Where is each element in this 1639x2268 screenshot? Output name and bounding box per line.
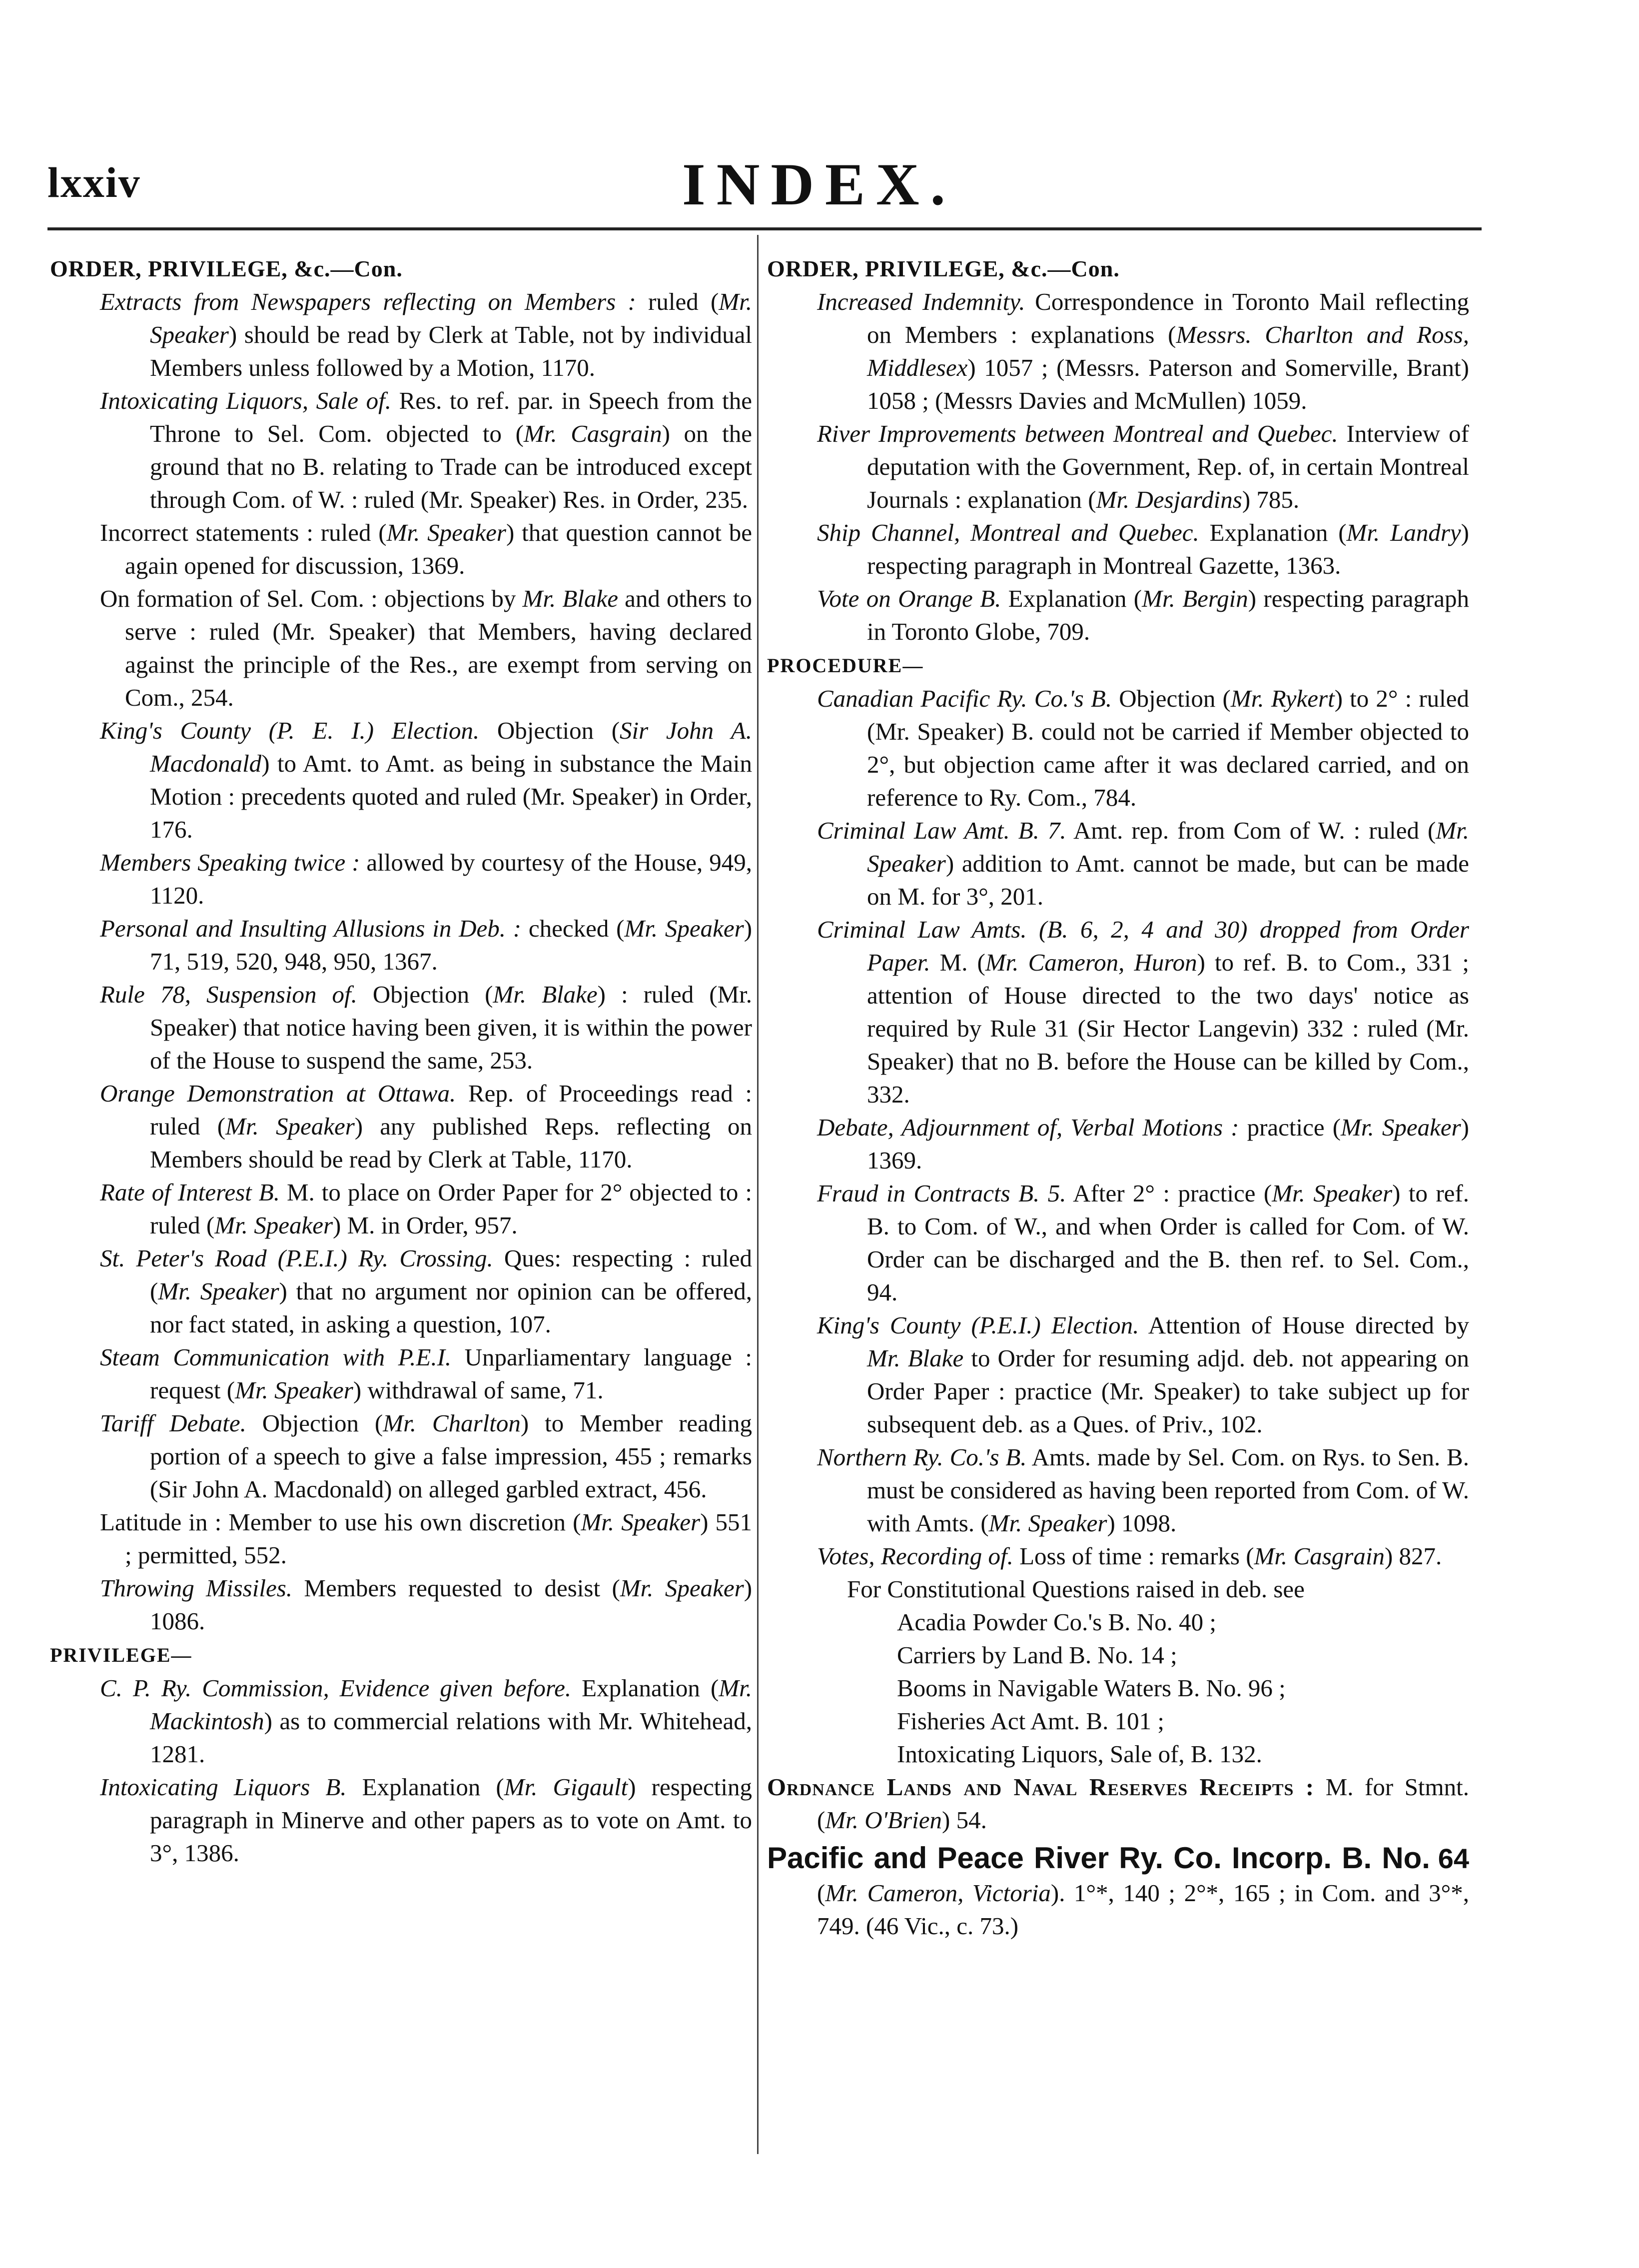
index-entry [100, 1341, 752, 1407]
index-entry [100, 978, 752, 1077]
index-entry [817, 1177, 1469, 1309]
pacific-entry [767, 1842, 1469, 1943]
entry-text: ) 827. [1384, 1542, 1442, 1570]
index-entry [75, 582, 752, 714]
entry-title: St. Peter's Road (P.E.I.) Ry. Crossing. [100, 1244, 493, 1272]
entry-speaker: Mr. Speaker [581, 1508, 701, 1536]
entry-title: Rate of Interest B. [100, 1178, 280, 1206]
entry-speaker: Mr. Speaker [386, 519, 506, 546]
entry-text: ) withdrawal of same, 71. [353, 1376, 604, 1404]
left-entries [50, 285, 752, 1638]
entry-text: ) respecting paragraph in Montreal Gazette, 1363. [867, 519, 1469, 579]
entry-text: Members requested to desist ( [292, 1574, 620, 1602]
entry-text: Objection ( [479, 717, 620, 744]
procedure-heading: PROCEDURE— [767, 654, 924, 677]
index-entry [100, 1242, 752, 1341]
index-entry [100, 285, 752, 384]
entry-speaker: Messrs. Charlton and Ross, Middlesex [867, 321, 1469, 381]
entry-text: ) 785. [1242, 486, 1300, 513]
entry-title: Criminal Law Amt. B. 7. [817, 817, 1066, 844]
entry-speaker: Mr. Blake [493, 981, 598, 1008]
entry-text: ) any published Reps. reflecting on Members should be read by Clerk at Table, 1170. [150, 1113, 752, 1173]
ordnance-entry [767, 1771, 1469, 1837]
entry-title: Ship Channel, Montreal and Quebec. [817, 519, 1199, 546]
entry-text: Objection ( [1112, 685, 1231, 712]
entry-title: Debate, Adjournment of, Verbal Motions : [817, 1114, 1239, 1141]
entry-title: Tariff Debate. [100, 1409, 246, 1437]
entry-text: ) M. in Order, 957. [333, 1211, 518, 1239]
section-heading: ORDER, PRIVILEGE, &c.—Con. [50, 256, 403, 281]
entry-text: ). 1°*, 140 ; 2°*, 165 ; in Com. and 3°*, 749. (46 Vic., c. 73.) [817, 1879, 1469, 1940]
entry-title: Orange Demonstration at Ottawa. [100, 1080, 456, 1107]
entry-speaker: Mr. Blake [522, 585, 618, 612]
entry-title: Pacific and Peace River Ry. Co. Incorp. B. No. [767, 1841, 1430, 1875]
entry-text: Ques: respecting : ruled ( [150, 1244, 752, 1305]
entry-text: Amt. rep. from Com of W. : ruled ( [1066, 817, 1436, 844]
entry-title: King's County (P. E. I.) Election. [100, 717, 480, 744]
entry-text: ruled ( [636, 288, 719, 315]
entry-text: ) should be read by Clerk at Table, not by individual Members unless followed by a Motion, 1170. [150, 321, 752, 381]
entry-text: Interview of deputation with the Government, Rep. of, in certain Montreal Journals : explanation ( [867, 420, 1469, 513]
index-entry [100, 1077, 752, 1176]
entry-text: Objection ( [357, 981, 493, 1008]
entry-text: Explanation ( [346, 1773, 504, 1801]
index-entry [817, 814, 1469, 913]
constitutional-item: Booms in Navigable Waters B. No. 96 ; [897, 1674, 1286, 1702]
privilege-heading: PRIVILEGE— [50, 1644, 192, 1666]
index-entry [100, 1672, 752, 1771]
constitutional-item: Acadia Powder Co.'s B. No. 40 ; [897, 1608, 1216, 1636]
entry-title: King's County (P.E.I.) Election. [817, 1311, 1139, 1339]
entry-text: ) 1057 ; (Messrs. Paterson and Somerville, Brant) 1058 ; (Messrs Davies and McMullen) 1059. [867, 354, 1469, 414]
entry-text: Res. to ref. par. in Speech from the Throne to Sel. Com. objected to ( [150, 387, 752, 447]
entry-title: Personal and Insulting Allusions in Deb. : [100, 915, 522, 942]
index-entry [817, 285, 1469, 417]
entry-speaker: Mr. Cameron, Huron [985, 949, 1197, 976]
entry-speaker: Mr. Casgrain [523, 420, 662, 447]
entry-text: and others to serve : ruled (Mr. Speaker) that Members, having declared against the principle of the Res., are exempt from serving on Com., 254. [125, 585, 753, 711]
entry-speaker: Mr. Speaker [235, 1376, 353, 1404]
entry-text: checked ( [521, 915, 625, 942]
index-entry [100, 912, 752, 978]
entry-title: Intoxicating Liquors B. [100, 1773, 347, 1801]
right-entries [767, 285, 1469, 648]
entry-text: to Order for resuming adjd. deb. not appearing on Order Paper : practice (Mr. Speaker) to take subject up for subsequent deb. as a Ques. of Priv., 102. [867, 1344, 1469, 1438]
entry-text: Correspondence in Toronto Mail reflecting on Members : explanations ( [867, 288, 1469, 348]
entry-text: ) addition to Amt. cannot be made, but can be made on M. for 3°, 201. [867, 850, 1469, 910]
entry-text: ) that question cannot be again opened for discussion, 1369. [125, 519, 752, 579]
page-title: INDEX. [682, 151, 956, 217]
section-heading: ORDER, PRIVILEGE, &c.—Con. [767, 256, 1120, 281]
entry-text: Unparliamentary language : request ( [150, 1343, 752, 1404]
index-entry [817, 417, 1469, 516]
entry-title: Rule 78, Suspension of. [100, 981, 357, 1008]
index-entry [817, 682, 1469, 814]
entry-speaker: Mr. Speaker [214, 1211, 333, 1239]
entry-text: Amts. made by Sel. Com. on Rys. to Sen. B. must be considered as having been reported from Com. of W. with Amts. ( [867, 1443, 1469, 1537]
entry-speaker: Mr. Charlton [383, 1409, 521, 1437]
index-entry [100, 714, 752, 846]
entry-text: ( [817, 1879, 825, 1907]
index-entry [100, 1176, 752, 1242]
entry-text: Explanation ( [1199, 519, 1347, 546]
index-entry [100, 1407, 752, 1506]
entry-title: Fraud in Contracts B. 5. [817, 1179, 1066, 1207]
entry-text: Rep. of Proceedings read : ruled ( [150, 1080, 752, 1140]
entry-speaker: Mr. Speaker [150, 288, 752, 348]
entry-text: Latitude in : Member to use his own discretion ( [100, 1508, 581, 1536]
entry-text: M. for Stmnt. ( [817, 1773, 1469, 1834]
entry-title: Intoxicating Liquors, Sale of. [100, 387, 391, 414]
column-divider [757, 235, 759, 2154]
entry-text: ) 71, 519, 520, 948, 950, 1367. [150, 915, 753, 975]
entry-title: Canadian Pacific Ry. Co.'s B. [817, 685, 1112, 712]
entry-text: Explanation ( [1001, 585, 1142, 612]
index-entry [75, 516, 752, 582]
entry-speaker: Mr. Speaker [1341, 1114, 1461, 1141]
entry-speaker: Sir John A. Macdonald [150, 717, 752, 777]
entry-speaker: Mr. Speaker [867, 817, 1469, 877]
entry-title: Ordnance Lands and Naval Reserves Receipts : [767, 1773, 1315, 1801]
entry-text: ) to 2° : ruled (Mr. Speaker) B. could not be carried if Member objected to 2°, but objection came after it was declared carried, and on reference to Ry. Com., 784. [867, 685, 1470, 811]
entry-text: ) on the ground that no B. relating to Trade can be introduced except through Com. of W. : ruled (Mr. Speaker) Res. in Order, 235. [150, 420, 752, 513]
entry-title: Extracts from Newspapers reflecting on Members : [100, 288, 636, 315]
entry-text: ) that no argument nor opinion can be offered, nor fact stated, in asking a question, 107. [150, 1277, 752, 1338]
constitutional-intro: For Constitutional Questions raised in deb. see [847, 1575, 1305, 1603]
index-entry [817, 1540, 1469, 1573]
constitutional-item: Fisheries Act Amt. B. 101 ; [897, 1707, 1164, 1735]
index-entry [817, 582, 1469, 648]
entry-text: Attention of House directed by [1139, 1311, 1469, 1339]
entry-text: ) to Amt. to Amt. as being in substance the Main Motion : precedents quoted and ruled (Mr. Speaker) in Order, 176. [150, 750, 752, 843]
entry-text: ) 1086. [150, 1574, 753, 1635]
page-number: lxxiv [47, 158, 141, 206]
entry-text: M. to place on Order Paper for 2° objected to : ruled ( [150, 1178, 752, 1239]
procedure-entries [767, 682, 1469, 1573]
entry-text: ) 54. [942, 1806, 987, 1834]
entry-speaker: Mr. Speaker [620, 1574, 744, 1602]
entry-title: Vote on Orange B. [817, 585, 1001, 612]
entry-text: M. ( [930, 949, 985, 976]
entry-title: Members Speaking twice : [100, 849, 360, 876]
header-rule [47, 227, 1482, 230]
index-entry [100, 846, 752, 912]
entry-title: Votes, Recording of. [817, 1542, 1013, 1570]
right-column [767, 252, 1469, 1943]
entry-title: Criminal Law Amts. (B. 6, 2, 4 and 30) dropped from Order Paper. [817, 916, 1469, 976]
entry-speaker: Mr. O'Brien [825, 1806, 942, 1834]
entry-text: Loss of time : remarks ( [1013, 1542, 1254, 1570]
index-entry [100, 1771, 752, 1870]
index-entry [75, 1506, 752, 1572]
index-entry [817, 1309, 1469, 1441]
entry-text: ) 1098. [1107, 1509, 1177, 1537]
entry-text: ) : ruled (Mr. Speaker) that notice having been given, it is within the power of the House to suspend the same, 253. [150, 981, 753, 1074]
entry-title: Steam Communication with P.E.I. [100, 1343, 452, 1371]
index-entry [817, 913, 1469, 1111]
entry-title: Throwing Missiles. [100, 1574, 293, 1602]
entry-text: Explanation ( [571, 1674, 719, 1702]
entry-title: River Improvements between Montreal and Quebec. [817, 420, 1338, 447]
entry-text: ) respecting paragraph in Toronto Globe, 709. [867, 585, 1470, 645]
entry-text: After 2° : practice ( [1066, 1179, 1272, 1207]
entry-speaker: Mr. Speaker [988, 1509, 1107, 1537]
page-header [47, 150, 1497, 225]
index-entry [817, 1111, 1469, 1177]
entry-title: Northern Ry. Co.'s B. [817, 1443, 1027, 1471]
index-entry [100, 1572, 752, 1638]
entry-text: ) to ref. B. to Com., 331 ; attention of House directed to the two days' notice as required by Rule 31 (Sir Hector Langevin) 332 : ruled (Mr. Speaker) that no B. before the House can be killed by Com., 332. [867, 949, 1469, 1108]
entry-text: ) to ref. B. to Com. of W., and when Order is called for Com. of W. Order can be discharged and the B. then ref. to Sel. Com., 94. [867, 1179, 1469, 1306]
entry-speaker: Mr. Rykert [1230, 685, 1335, 712]
left-column [50, 252, 752, 1870]
entry-title: C. P. Ry. Commission, Evidence given before. [100, 1674, 572, 1702]
entry-text: Objection ( [246, 1409, 383, 1437]
entry-speaker: Mr. Blake [867, 1344, 964, 1372]
entry-title: Increased Indemnity. [817, 288, 1025, 315]
constitutional-item: Intoxicating Liquors, Sale of, B. 132. [897, 1740, 1262, 1768]
entry-speaker: Mr. Gigault [504, 1773, 628, 1801]
entry-speaker: Mr. Casgrain [1254, 1542, 1385, 1570]
index-entry [100, 384, 752, 516]
privilege-entries [50, 1672, 752, 1870]
entry-text: ) respecting paragraph in Minerve and other papers as to vote on Amt. to 3°, 1386. [150, 1773, 752, 1867]
constitutional-item: Carriers by Land B. No. 14 ; [897, 1641, 1177, 1669]
index-entry [817, 516, 1469, 582]
entry-text: ) to Member reading portion of a speech to give a false impression, 455 ; remarks (Sir John A. Macdonald) on alleged garbled extract, 456. [150, 1409, 753, 1503]
entry-text: practice ( [1239, 1114, 1341, 1141]
entry-text: ) 1369. [867, 1114, 1469, 1174]
entry-speaker: Mr. Bergin [1142, 585, 1248, 612]
entry-speaker: Mr. Speaker [624, 915, 744, 942]
bill-number: 64 [1438, 1843, 1469, 1874]
entry-speaker: Mr. Speaker [1272, 1179, 1393, 1207]
entry-speaker: Mr. Cameron, Victoria [825, 1879, 1051, 1907]
entry-speaker: Mr. Landry [1346, 519, 1461, 546]
entry-speaker: Mr. Desjardins [1096, 486, 1242, 513]
entry-text: allowed by courtesy of the House, 949, 1120. [150, 849, 752, 909]
constitutional-list [767, 1606, 1469, 1771]
entry-text: ) as to commercial relations with Mr. Whitehead, 1281. [150, 1707, 752, 1768]
entry-speaker: Mr. Speaker [225, 1113, 355, 1140]
entry-speaker: Mr. Speaker [158, 1277, 279, 1305]
index-entry [817, 1441, 1469, 1540]
entry-text: Incorrect statements : ruled ( [100, 519, 387, 546]
entry-text: ) 551 ; permitted, 552. [125, 1508, 752, 1569]
entry-text: On formation of Sel. Com. : objections by [100, 585, 523, 612]
entry-speaker: Mr. Mackintosh [150, 1674, 752, 1735]
